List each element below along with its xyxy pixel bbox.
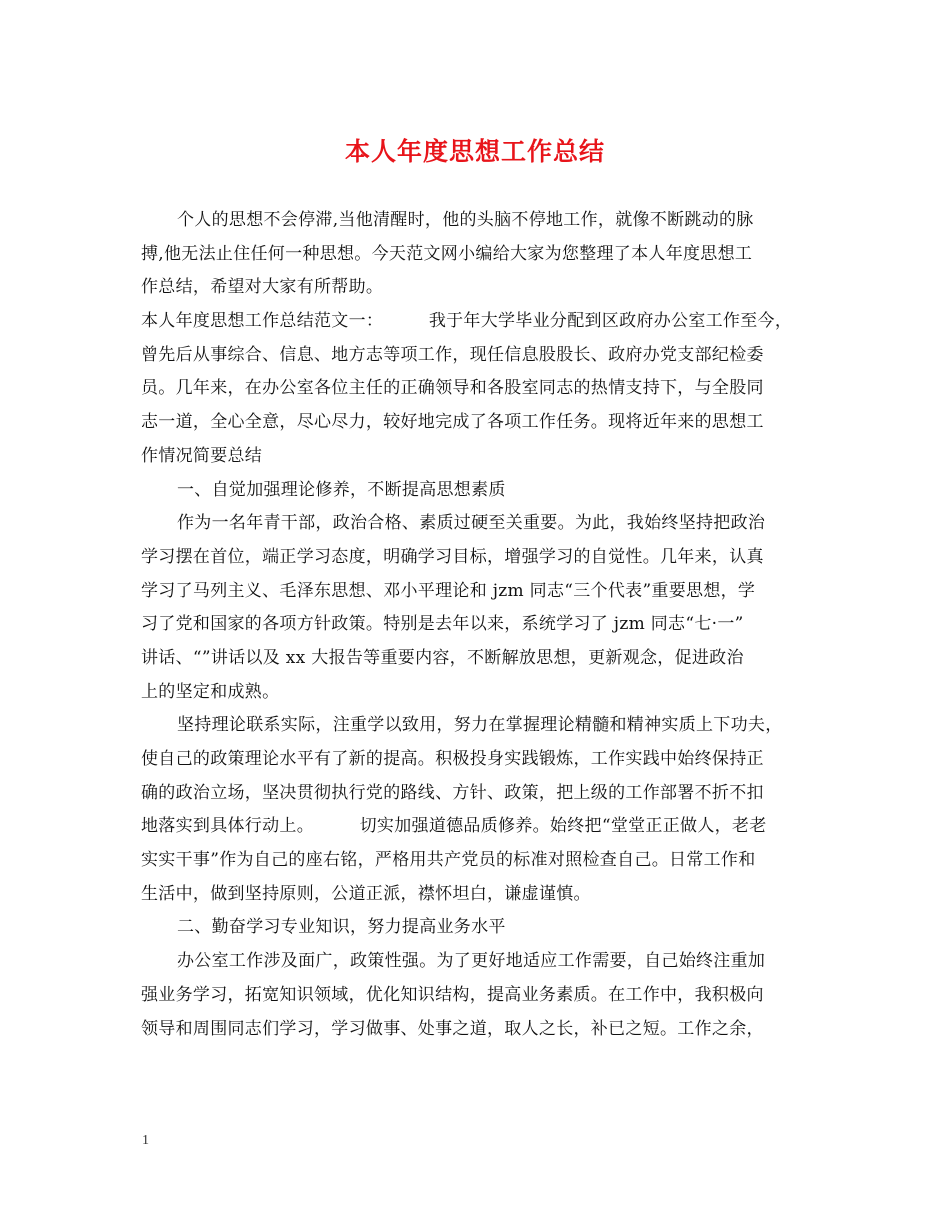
body-line: 生活中，做到坚持原则，公道正派，襟怀坦白，谦虚谨慎。 [141, 883, 591, 904]
body-line: 学习了马列主义、毛泽东思想、邓小平理论和 jzm 同志“三个代表”重要思想，学 [141, 580, 756, 601]
body-line: 领导和周围同志们学习，学习做事、处事之道，取人之长，补已之短。工作之余， [141, 1018, 764, 1039]
body-line: 办公室工作涉及面广，政策性强。为了更好地适应工作需要，自己始终注重加 [177, 951, 766, 972]
body-line: 强业务学习，拓宽知识领域，优化知识结构，提高业务素质。在工作中，我积极向 [141, 984, 764, 1005]
document-title: 本人年度思想工作总结 [344, 137, 605, 166]
document-body [141, 204, 831, 1046]
body-line: 地落实到具体行动上。 切实加强道德品质修养。始终把“堂堂正正做人，老老 [141, 816, 767, 837]
body-line: 本人年度思想工作总结范文一： 我于年大学毕业分配到区政府办公室工作至今， [141, 311, 793, 332]
section-heading: 二、勤奋学习专业知识，努力提高业务水平 [177, 917, 506, 938]
body-line: 上的坚定和成熟。 [141, 681, 280, 702]
body-line: 作情况简要总结 [141, 445, 263, 466]
body-line: 个人的思想不会停滞,当他清醒时，他的头脑不停地工作，就像不断跳动的脉 [177, 210, 754, 230]
page-number: 1 [142, 1133, 149, 1148]
body-line: 曾先后从事综合、信息、地方志等项工作，现任信息股股长、政府办党支部纪检委 [141, 344, 764, 365]
body-line: 使自己的政策理论水平有了新的提高。积极投身实践锻炼，工作实践中始终保持正 [141, 749, 764, 769]
body-line: 确的政治立场，坚决贯彻执行党的路线、方针、政策，把上级的工作部署不折不扣 [141, 782, 764, 803]
body-line: 实实干事”作为自己的座右铭，严格用共产党员的标准对照检查自己。日常工作和 [141, 850, 756, 871]
body-line: 作为一名年青干部，政治合格、素质过硬至关重要。为此，我始终坚持把政治 [177, 513, 766, 534]
body-line: 作总结，希望对大家有所帮助。 [141, 277, 384, 298]
body-line: 坚持理论联系实际，注重学以致用，努力在掌握理论精髓和精神实质上下功夫， [177, 715, 783, 736]
body-line: 志一道，全心全意，尽心尽力，较好地完成了各项工作任务。现将近年来的思想工 [141, 412, 764, 433]
body-line: 讲话、“”讲话以及 xx 大报告等重要内容，不断解放思想，更新观念，促进政治 [141, 647, 744, 668]
section-heading: 一、自觉加强理论修养，不断提高思想素质 [177, 479, 506, 500]
body-line: 习了党和国家的各项方针政策。特别是去年以来，系统学习了 jzm 同志“七·一” [141, 614, 744, 635]
body-line: 员。几年来，在办公室各位主任的正确领导和各股室同志的热情支持下，与全股同 [141, 378, 764, 399]
body-line: 搏,他无法止住任何一种思想。今天范文网小编给大家为您整理了本人年度思想工 [141, 243, 753, 264]
body-line: 学习摆在首位，端正学习态度，明确学习目标，增强学习的自觉性。几年来，认真 [141, 546, 764, 567]
